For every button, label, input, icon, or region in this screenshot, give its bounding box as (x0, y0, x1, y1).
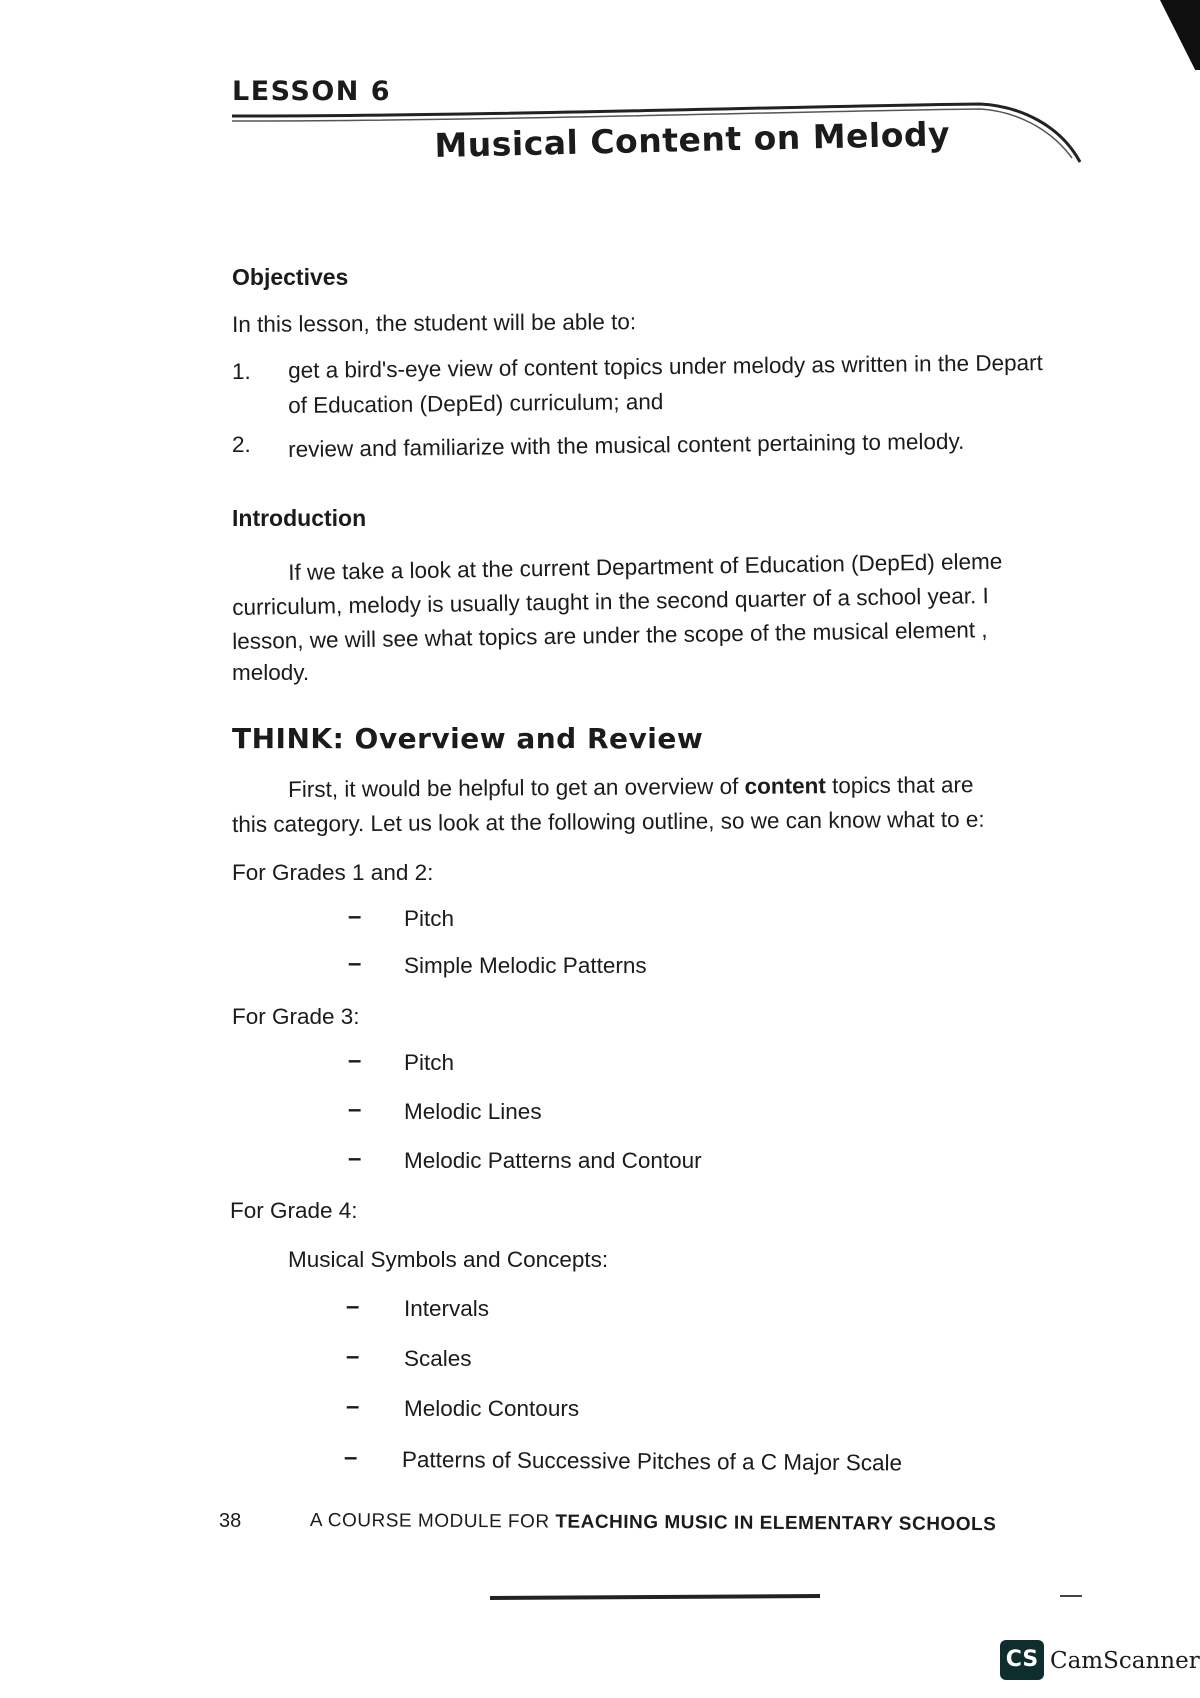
think-heading: THINK: Overview and Review (232, 722, 704, 755)
outline-item: Melodic Patterns and Contour (404, 1148, 702, 1173)
objective-item-1-line-1: get a bird's-eye view of content topics under melody as written in the Depart (288, 350, 1043, 383)
objectives-heading: Objectives (232, 264, 349, 290)
page-title: Musical Content on Melody (434, 114, 951, 165)
introduction-line-2: curriculum, melody is usually taught in the second quarter of a school year. I (232, 583, 990, 620)
camscanner-logo-icon: CS (1000, 1640, 1044, 1680)
list-dash: – (346, 1293, 360, 1320)
objective-number: 2. (232, 432, 251, 457)
think-emphasis: content (744, 773, 826, 799)
think-paragraph-line-2: this category. Let us look at the following outline, so we can know what to e: (232, 806, 985, 837)
objective-item-1-line-2: of Education (DepEd) curriculum; and (288, 389, 664, 418)
introduction-line-1: If we take a look at the current Department of Education (DepEd) eleme (288, 548, 1003, 585)
lesson-label: LESSON 6 (232, 76, 392, 107)
outline-item: Simple Melodic Patterns (404, 953, 647, 978)
list-dash: – (348, 1145, 362, 1172)
objective-item-2-line-1: review and familiarize with the musical content pertaining to melody. (288, 428, 965, 462)
list-dash: – (346, 1343, 360, 1370)
outline-item: Melodic Contours (404, 1396, 580, 1421)
objective-number: 1. (232, 359, 251, 384)
introduction-line-4: melody. (232, 660, 310, 685)
footer-course-title (310, 1510, 996, 1536)
outline-item: Pitch (404, 906, 455, 931)
outline-item: Melodic Lines (404, 1099, 542, 1124)
camscanner-brand: CamScanner (1050, 1648, 1200, 1674)
think-text: First, it would be helpful to get an overview of (288, 773, 745, 802)
header-rule (0, 0, 1200, 200)
grades-1-2-label: For Grades 1 and 2: (232, 860, 434, 885)
outline-item: Pitch (404, 1050, 455, 1075)
list-dash: – (348, 1096, 362, 1123)
list-dash: – (346, 1393, 360, 1420)
outline-item: Scales (404, 1346, 472, 1371)
introduction-heading: Introduction (232, 505, 367, 531)
outline-item: Patterns of Successive Pitches of a C Major Scale (401, 1446, 903, 1476)
grade-3-label: For Grade 3: (232, 1004, 360, 1029)
outline-item: Intervals (404, 1296, 490, 1321)
bottom-rule (0, 1590, 1200, 1610)
think-paragraph-line-1 (288, 768, 974, 807)
list-dash: – (348, 903, 362, 930)
think-text: topics that are (825, 772, 974, 799)
grade-4-label: For Grade 4: (230, 1198, 358, 1223)
list-dash: – (348, 1047, 362, 1074)
page-number: 38 (219, 1510, 242, 1532)
footer-course-plain: A COURSE MODULE FOR (309, 1510, 556, 1533)
list-dash: – (344, 1444, 358, 1471)
list-dash: – (348, 950, 362, 977)
grade-4-sublabel: Musical Symbols and Concepts: (288, 1247, 609, 1272)
objectives-intro: In this lesson, the student will be able to: (232, 309, 637, 337)
footer-course-bold: TEACHING MUSIC IN ELEMENTARY SCHOOLS (555, 1511, 997, 1536)
introduction-line-3: lesson, we will see what topics are under the scope of the musical element , (232, 617, 988, 654)
